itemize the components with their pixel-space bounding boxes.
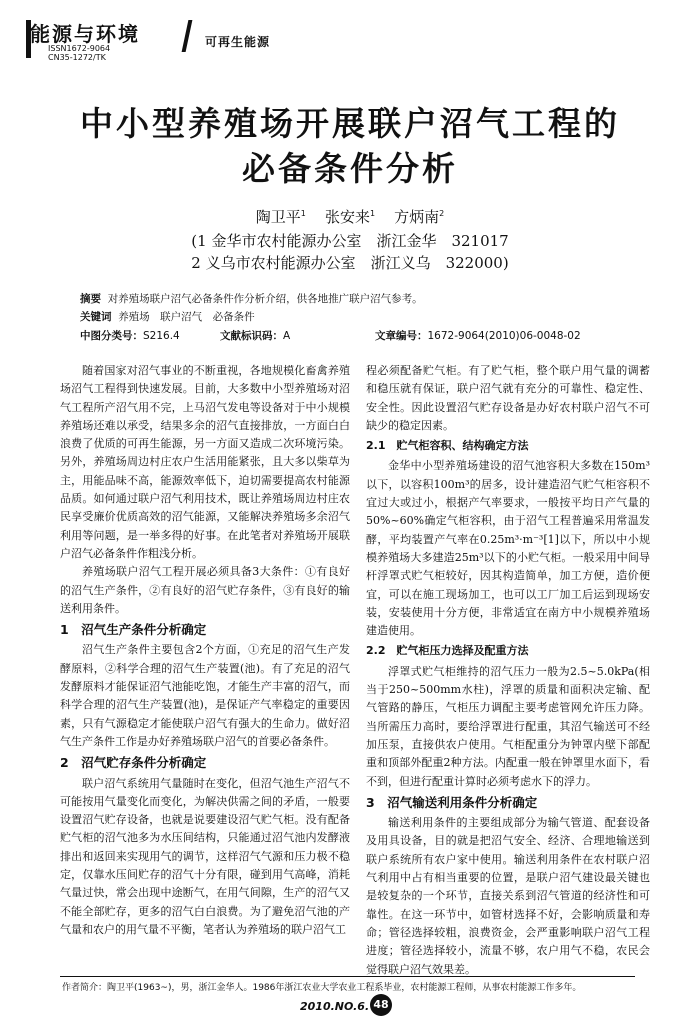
section-heading: 3 沼气输送利用条件分析确定 — [366, 794, 538, 810]
journal-logo: 能源与环境 — [30, 22, 140, 46]
section-tag: 可再生能源 — [205, 35, 271, 49]
article-value: 1672-9064(2010)06-0048-02 — [427, 330, 581, 342]
clc-label: 中图分类号： — [80, 330, 143, 342]
article-number — [375, 328, 581, 343]
author-bio: 作者简介：陶卫平(1963~)，男，浙江金华人。1986年浙江农业大学农业工程系毕业，农村能源工程师，从事农村能源工作多年。 — [62, 983, 582, 993]
paragraph: 程必须配备贮气柜。有了贮气柜，整个联户用气量的调蓄和稳压就有保证，联户沼气就有充分的可靠性、稳定性、安全性。因此设置沼气贮存设备是办好农村联户沼气不可缺少的稳定因素。 — [366, 364, 650, 432]
issn: ISSN1672-9064 — [48, 44, 111, 53]
author-name: 陶卫平 — [255, 208, 301, 226]
title-line-1: 中小型养殖场开展联户沼气工程的 — [80, 104, 620, 143]
left-column — [60, 362, 350, 939]
doc-value: A — [283, 330, 291, 342]
footer-divider — [60, 976, 635, 977]
abstract-label: 摘要 — [80, 293, 101, 305]
section-heading: 2 沼气贮存条件分析确定 — [60, 755, 207, 771]
title-line-2: 必备条件分析 — [242, 149, 458, 188]
abstract-text: 对养殖场联户沼气必备条件作分析介绍，供各地推广联户沼气参考。 — [107, 293, 423, 305]
issn-block — [48, 44, 110, 62]
page-number: 48 — [370, 994, 392, 1016]
doc-label: 文献标识码： — [220, 330, 283, 342]
paragraph: 金华中小型养殖场建设的沼气池容积大多数在150m³以下，以容积100m³的居多，设计建造沼气贮气柜容积不宜过大或过小，根据产气率要求，一般按平均日产气量的50%~60%确定气柜容积，由于沼气工程普遍采用常温发酵，平均装置产气率在0.25m³·m⁻³[1]以下，所以中小规模养殖场大多建造25m³以下的小贮气柜。一般采用中间导杆浮罩式贮气柜较好，因其构造简单，加工方便，造价便宜，可以在施工现场加工，也可以工厂加工后运到现场安装，安装使用十分方便，非常适宜在南方中小规模养殖场建造使用。 — [366, 459, 650, 638]
author-aff: 1 — [300, 209, 306, 218]
abstract — [80, 291, 423, 306]
issue-number: 2010.NO.6. — [300, 1000, 370, 1013]
keywords — [80, 309, 255, 324]
subsection-heading: 2.2 贮气柜压力选择及配重方法 — [366, 644, 529, 658]
paragraph: 联户沼气系统用气量随时在变化，但沼气池生产沼气不可能按用气量变化而变化，为解决供需之间的矛盾，一般要设置沼气贮存设备，也就是说要建设沼气贮气柜。没有配备贮气柜的沼气池多为水压间结构，只能通过沼气池内发酵液排出和返回来实现用气的调节，这样沼气气源和压力极不稳定，仅靠水压间贮存的沼气十分有限，碰到用气高峰，消耗气量过快，常会出现中途断气，在用气间隙，生产的沼气又不能全部贮存，更多的沼气白白浪费。为了避免沼气池的产气量和农户的用气量不平衡，笔者认为养殖场的联户沼气工 — [60, 776, 350, 936]
keywords-label: 关键词 — [80, 311, 112, 323]
article-label: 文章编号： — [375, 330, 428, 342]
header-slash — [182, 20, 193, 52]
cn-number: CN35-1272/TK — [48, 53, 106, 62]
affiliation-2: 2 义乌市农村能源办公室 浙江义乌 322000) — [191, 254, 509, 272]
paragraph: 随着国家对沼气事业的不断重视，各地规模化畜禽养殖场沼气工程得到快速发展。目前，大多数中小型养殖场对沼气工程所产沼气用不完，上马沼气发电等设备对于中小规模养殖场还难以承受，结果多余的沼气直接排放，一方面白白浪费了优质的可再生能源，另一方面又造成二次环境污染。另外，养殖场周边村庄农户生活用能紧张，且大多以柴草为主，用能品味不高，能源效率低下，迫切需要提高农村能源品质。如何通过联户沼气利用技术，既让养殖场周边村庄农民享受廉价优质高效的沼气能源，又能解决养殖场多余沼气利用等问题，是一举多得的好事。在此笔者对养殖场开展联户沼气必备条件作粗浅分析。 — [60, 364, 350, 560]
author-name: 方炳南 — [394, 208, 440, 226]
keywords-text: 养殖场 联户沼气 必备条件 — [118, 311, 255, 323]
author-aff: 1 — [369, 209, 376, 218]
paragraph: 养殖场联户沼气工程开展必须具备3大条件：①有良好的沼气生产条件，②有良好的沼气贮存条件，③有良好的输送利用条件。 — [60, 565, 350, 615]
subsection-heading: 2.1 贮气柜容积、结构确定方法 — [366, 439, 529, 453]
right-column — [366, 362, 650, 979]
clc-value: S216.4 — [143, 330, 180, 342]
author-name: 张安来 — [324, 208, 370, 226]
paragraph: 输送利用条件的主要组成部分为输气管道、配套设备及用具设备，目的就是把沼气安全、经济、合理地输送到联户系统所有农户家中使用。输送利用条件在农村联户沼气利用中占有相当重要的位置，是联户沼气建设最关键也是较复杂的一个环节，直接关系到沼气管道的经济性和可靠性。在这一环节中，如管材选择不好，会影响质量和寿命；管径选择较粗，浪费资金，会严重影响联户沼气工程进度；管径选择较小，流量不够，农户用气不稳，农民会觉得联户沼气效果差。 — [366, 816, 650, 976]
paragraph: 沼气生产条件主要包含2个方面，①充足的沼气生产发酵原料，②科学合理的沼气生产装置(池)。有了充足的沼气发酵原料才能保证沼气池能吃饱，才能生产丰富的沼气，而科学合理的沼气生产装置(池)，是保证产气率稳定的重要因素，只有气源稳定才能使联户沼气有强大的生命力。做好沼气生产条件工作是办好养殖场联户沼气的首要必备条件。 — [60, 643, 350, 748]
author-list — [0, 206, 700, 227]
affiliation-1: (1 金华市农村能源办公室 浙江金华 321017 — [191, 232, 509, 250]
doc-code — [220, 328, 290, 343]
author-aff: 2 — [439, 209, 445, 218]
paragraph: 浮罩式贮气柜维持的沼气压力一般为2.5~5.0kPa(相当于250~500mm水柱)，浮罩的质量和面积决定输、配气管路的静压，气柜压力调配主要考虑管网允许压力降。当所需压力高时，要给浮罩进行配重，其沼气输送可不经加压泵，直接供农户使用。气柜配重分为钟罩内壁下部配重和顶部外配重2种方法。内配重一般在钟罩里水面下，看不到，但进行配重计算时必须考虑水下的浮力。 — [366, 664, 650, 788]
clc-number — [80, 328, 180, 343]
section-heading: 1 沼气生产条件分析确定 — [60, 622, 207, 638]
